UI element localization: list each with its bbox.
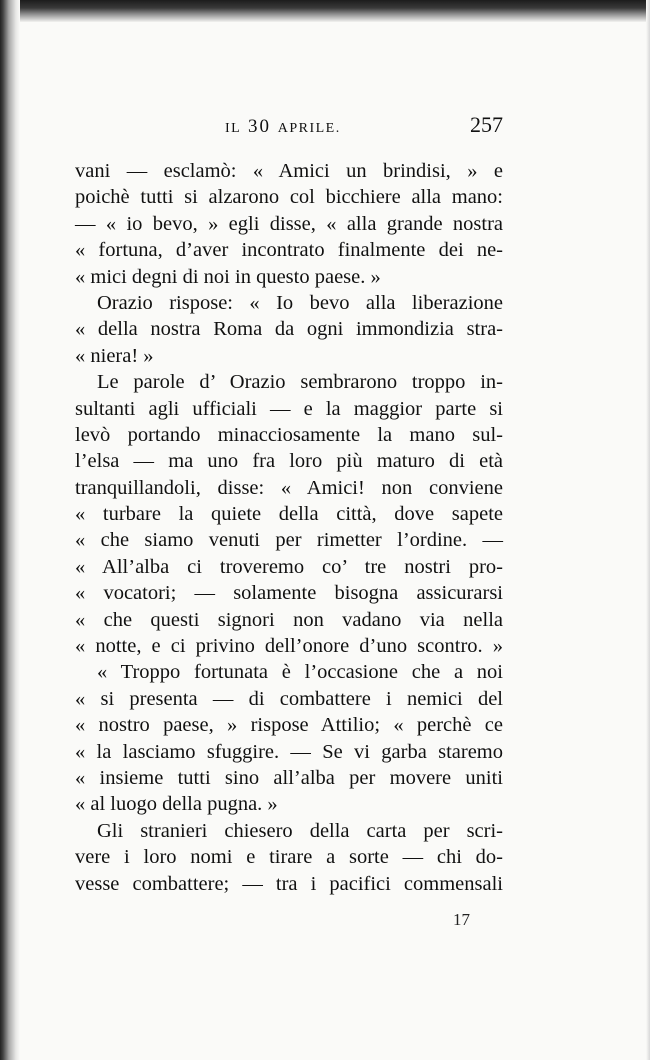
text-line: poichè tutti si alzarono col bicchiere alla mano: bbox=[75, 186, 503, 209]
text-line: « notte, e ci privino dell’onore d’uno scontro. » bbox=[75, 635, 503, 658]
page-number: 257 bbox=[470, 112, 503, 137]
body-text bbox=[75, 158, 503, 897]
text-line: « fortuna, d’aver incontrato finalmente dei ne- bbox=[75, 239, 503, 262]
text-line: « che questi signori non vadano via nella bbox=[75, 608, 503, 631]
text-line: « Troppo fortunata è l’occasione che a noi bbox=[97, 661, 503, 684]
signature-mark: 17 bbox=[453, 910, 470, 929]
running-title-prefix: IL bbox=[225, 121, 242, 136]
text-line: vesse combattere; — tra i pacifici commensali bbox=[75, 872, 503, 895]
text-line: levò portando minacciosamente la mano sul- bbox=[75, 423, 503, 446]
text-line: l’elsa — ma uno fra loro più maturo di età bbox=[75, 450, 503, 473]
scan-binding-edge bbox=[0, 0, 20, 1060]
text-line: « nostro paese, » rispose Attilio; « perchè ce bbox=[75, 714, 503, 737]
text-line: « si presenta — di combattere i nemici del bbox=[75, 687, 503, 710]
text-line: « turbare la quiete della città, dove sapete bbox=[75, 503, 503, 526]
text-line: sultanti agli ufficiali — e la maggior parte si bbox=[75, 397, 503, 420]
text-line: vere i loro nomi e tirare a sorte — chi do- bbox=[75, 846, 503, 869]
text-line: Le parole d’ Orazio sembrarono troppo in- bbox=[97, 371, 503, 394]
text-line: « All’alba ci troveremo co’ tre nostri pro- bbox=[75, 555, 503, 578]
running-title bbox=[225, 116, 341, 138]
text-line: Gli stranieri chiesero della carta per scri- bbox=[97, 819, 503, 842]
page-header bbox=[75, 112, 503, 144]
running-title-number: 30 bbox=[247, 116, 271, 137]
text-line: « che siamo venuti per rimetter l’ordine. — bbox=[75, 529, 503, 552]
running-title-suffix: APRILE. bbox=[277, 121, 341, 136]
text-line: Orazio rispose: « Io bevo alla liberazione bbox=[97, 291, 503, 314]
text-line: — « io bevo, » egli disse, « alla grande nostra bbox=[75, 212, 503, 235]
text-line: « vocatori; — solamente bisogna assicurarsi bbox=[75, 582, 503, 605]
text-line: « al luogo della pugna. » bbox=[75, 793, 278, 816]
text-line: tranquillandoli, disse: « Amici! non conviene bbox=[75, 476, 503, 499]
scan-right-edge bbox=[646, 0, 650, 1060]
text-line: « insieme tutti sino all’alba per movere uniti bbox=[75, 766, 503, 789]
text-line: « della nostra Roma da ogni immondizia stra- bbox=[75, 318, 503, 341]
text-line: « niera! » bbox=[75, 344, 154, 367]
scan-top-edge bbox=[0, 0, 650, 22]
text-line: « mici degni di noi in questo paese. » bbox=[75, 265, 381, 288]
text-line: vani — esclamò: « Amici un brindisi, » e bbox=[75, 160, 503, 182]
text-line: « la lasciamo sfuggire. — Se vi garba staremo bbox=[75, 740, 503, 763]
